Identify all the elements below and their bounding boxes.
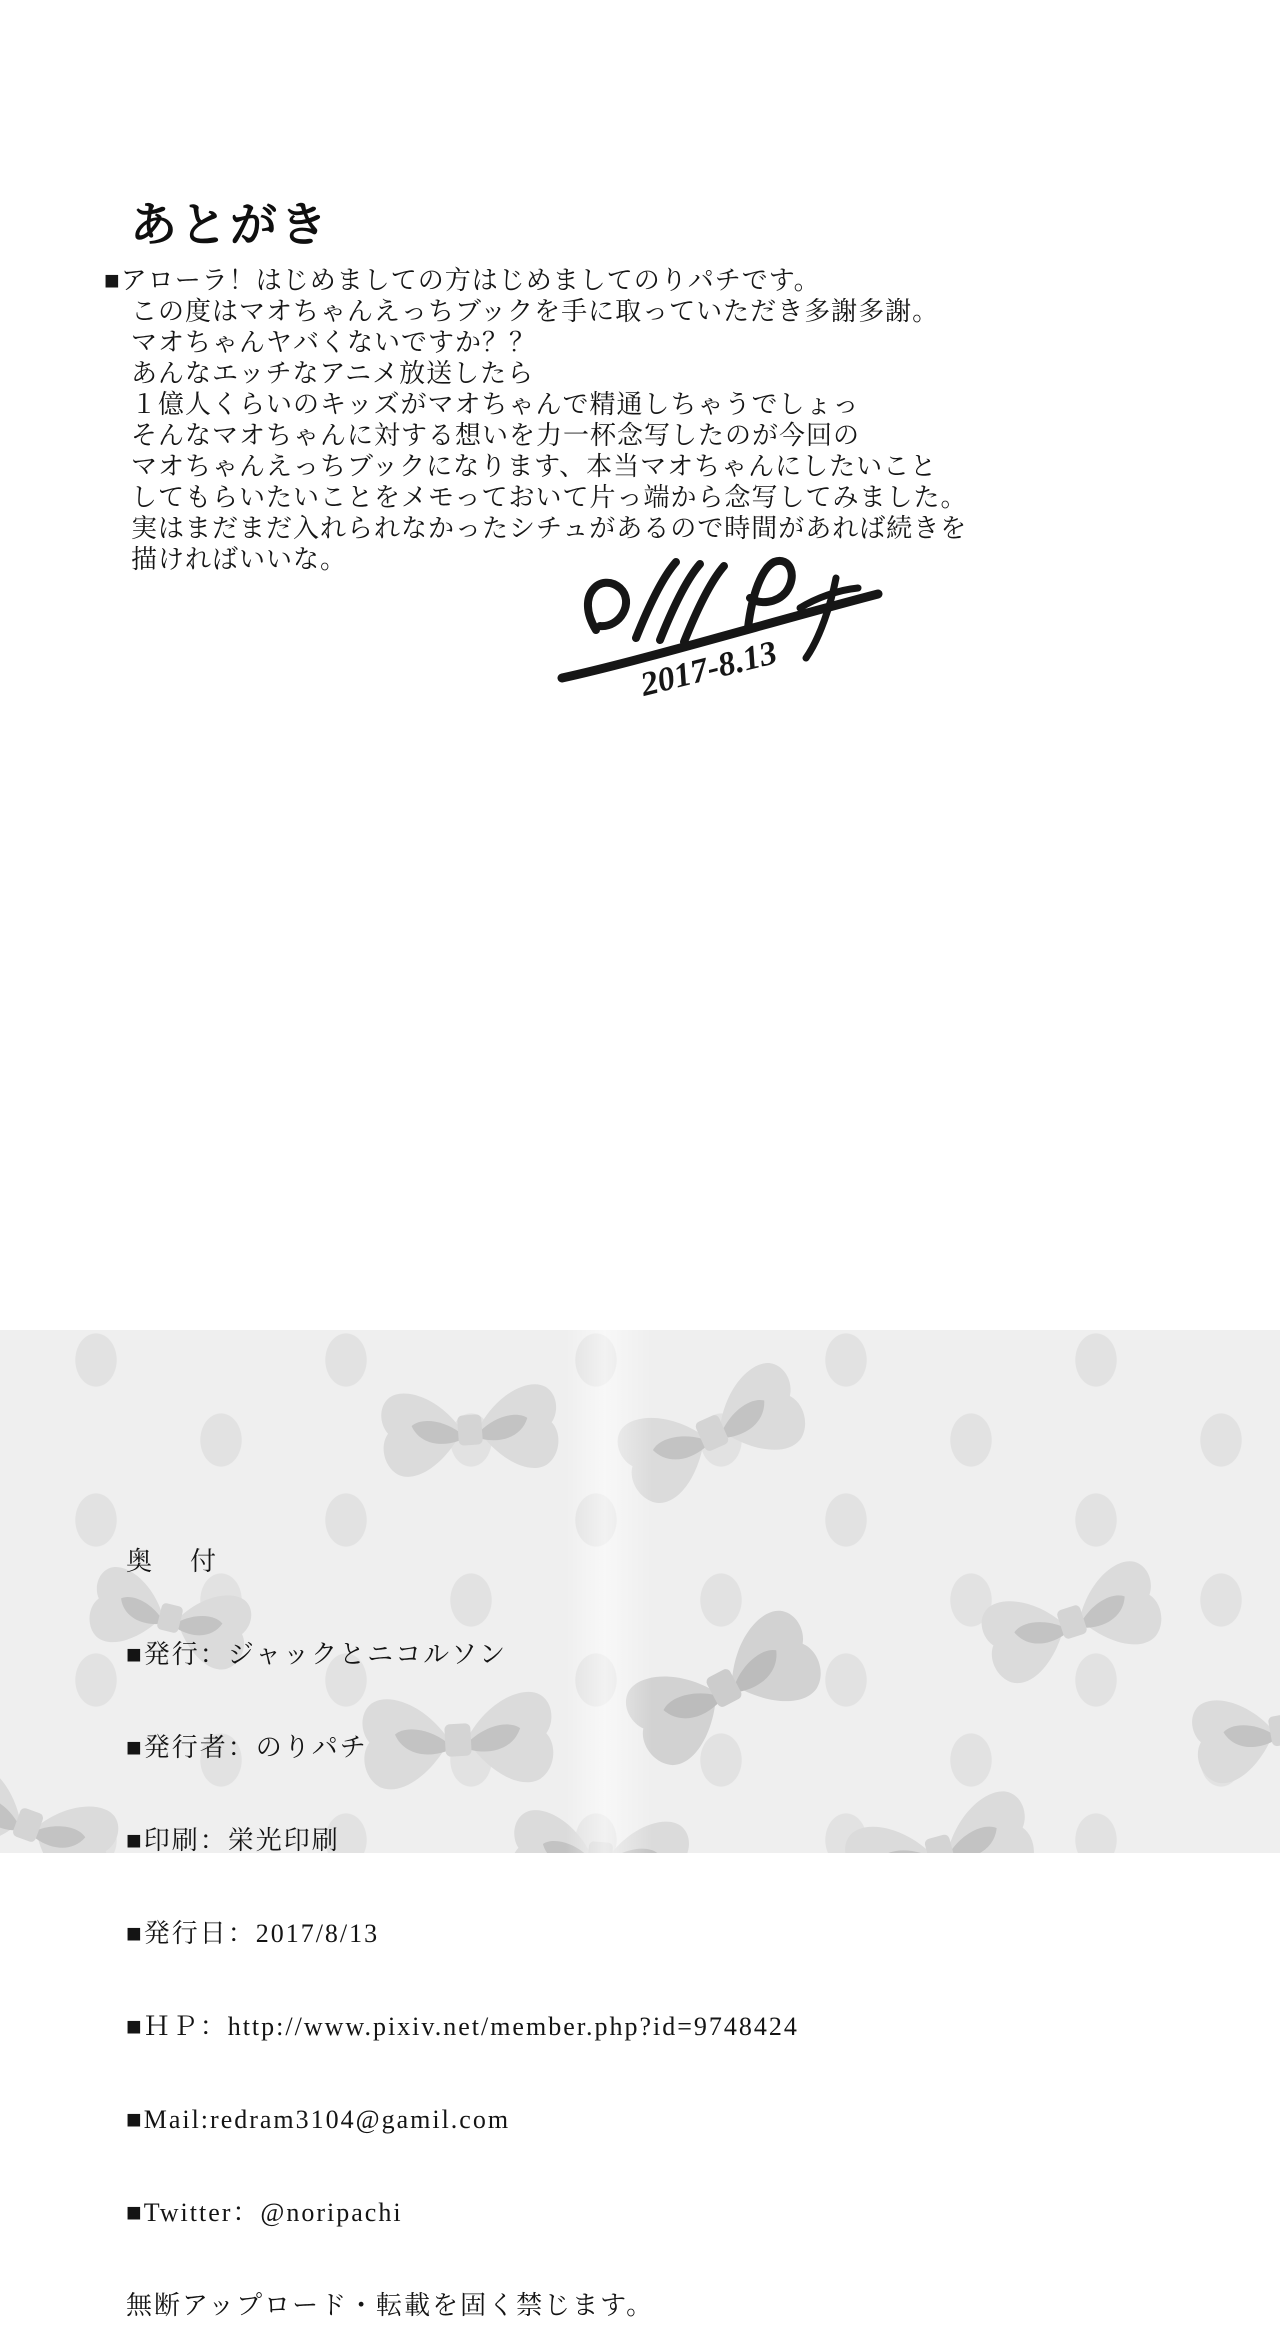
afterword-section bbox=[104, 188, 1004, 575]
afterword-line: ■アローラ！はじめましての方はじめましてのりパチです。 bbox=[104, 266, 821, 295]
signature-date: 2017-8.13 bbox=[636, 634, 781, 704]
afterword-line: この度はマオちゃんえっちブックを手に取っていただき多謝多謝。 bbox=[131, 297, 940, 326]
colophon-item-publish-date: ■発行日：2017/8/13 bbox=[126, 1919, 380, 1948]
afterword-line: 実はまだまだ入れられなかったシチュがあるので時間があれば続きを bbox=[131, 514, 968, 543]
bow-icon bbox=[0, 1756, 124, 1853]
artist-signature bbox=[548, 550, 884, 706]
colophon-item-homepage-url: ■ＨＰ：http://www.pixiv.net/member.php?id=9748424 bbox=[126, 2012, 799, 2041]
afterword-line: あんなエッチなアニメ放送したら bbox=[131, 359, 535, 388]
signature-scribble-icon bbox=[548, 550, 884, 706]
colophon-item-mail: ■Mail:redram3104@gamil.com bbox=[126, 2105, 511, 2134]
colophon-item-twitter: ■Twitter：@noripachi bbox=[126, 2198, 403, 2227]
afterword-line: マオちゃんヤバくないですか？？ bbox=[131, 328, 537, 357]
bow-icon bbox=[840, 1786, 1040, 1853]
afterword-line: １億人くらいのキッズがマオちゃんで精通しちゃうでしょっ bbox=[131, 390, 860, 419]
bow-icon bbox=[1189, 1674, 1280, 1787]
colophon-item-publisher: ■発行：ジャックとニコルソン bbox=[126, 1640, 508, 1669]
colophon-section bbox=[126, 1484, 799, 2352]
afterword-line: マオちゃんえっちブックになります、本当マオちゃんにしたいこと bbox=[131, 452, 938, 481]
colophon-item-printer: ■印刷：栄光印刷 bbox=[126, 1826, 340, 1855]
bow-icon bbox=[380, 1383, 561, 1479]
afterword-title: あとがき bbox=[130, 200, 330, 252]
afterword-line: 描ければいいな。 bbox=[131, 545, 348, 574]
colophon-item-notice: 無断アップロード・転載を固く禁じます。 bbox=[126, 2291, 655, 2320]
bow-icon bbox=[976, 1556, 1168, 1690]
colophon-title: 奥 付 bbox=[126, 1547, 223, 1576]
afterword-line: してもらいたいことをメモっておいて片っ端から念写してみました。 bbox=[131, 483, 968, 512]
colophon-item-author: ■発行者：のりパチ bbox=[126, 1733, 368, 1762]
afterword-line: そんなマオちゃんに対する想いを力一杯念写したのが今回の bbox=[131, 421, 861, 450]
